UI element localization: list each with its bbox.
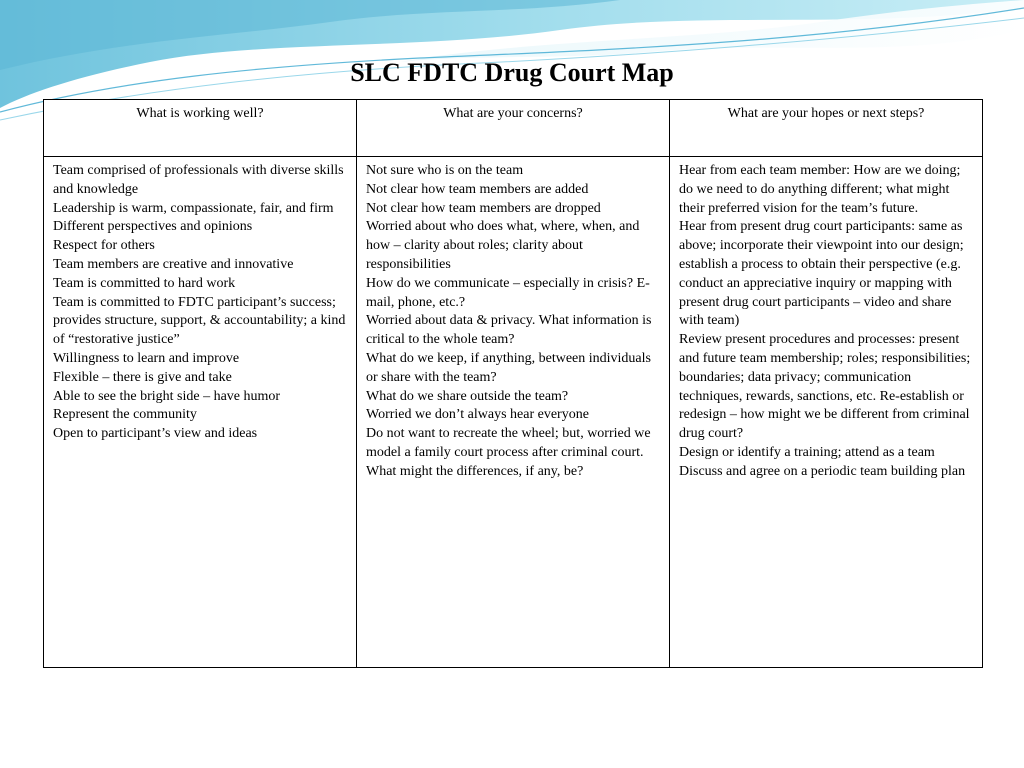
column-header-hopes-next-steps: What are your hopes or next steps?: [670, 100, 983, 157]
content-row: [44, 157, 983, 668]
list-item: Not clear how team members are added: [366, 181, 589, 197]
list-item: Willingness to learn and improve: [53, 350, 240, 366]
list-item: Different perspectives and opinions: [53, 219, 253, 235]
list-item: What do we share outside the team?: [366, 388, 569, 404]
list-item: Represent the community: [53, 407, 197, 423]
list-item: Leadership is warm, compassionate, fair, and firm: [53, 200, 334, 216]
list-item: Team comprised of professionals with diverse skills and knowledge: [53, 163, 344, 197]
list-item: Review present procedures and processes: present and future team membership; roles; responsibilities; boundaries; data privacy; communication techniques, rewards, sanctions, etc. Re-establish or redesign – how might we be different from criminal drug court?: [679, 332, 971, 442]
drug-court-map-table: [43, 99, 983, 668]
hopes-next-steps-cell: [670, 157, 983, 668]
list-item: Not sure who is on the team: [366, 163, 524, 178]
list-item: Hear from present drug court participants: same as above; incorporate their viewpoint into our design; establish a process to obtain their perspective (e.g. conduct an appreciative inquiry or mapping with present drug court participants – video and share with team): [679, 219, 964, 329]
page-title: SLC FDTC Drug Court Map: [350, 58, 674, 87]
list-item: Do not want to recreate the wheel; but, worried we model a family court process after criminal court. What might the differences, if any, be?: [366, 426, 651, 479]
working-well-cell: [44, 157, 357, 668]
list-item: Open to participant’s view and ideas: [53, 426, 258, 442]
list-item: Design or identify a training; attend as a team: [679, 444, 935, 460]
list-item: Discuss and agree on a periodic team building plan: [679, 463, 966, 479]
column-header-concerns: What are your concerns?: [357, 100, 670, 157]
header-row: [44, 100, 983, 157]
list-item: Respect for others: [53, 238, 155, 254]
list-item: Able to see the bright side – have humor: [53, 388, 281, 404]
list-item: Worried about data & privacy. What information is critical to the whole team?: [366, 313, 652, 348]
column-header-working-well: What is working well?: [44, 100, 357, 157]
list-item: Team members are creative and innovative: [53, 256, 294, 272]
list-item: What do we keep, if anything, between individuals or share with the team?: [366, 350, 651, 385]
list-item: Team is committed to hard work: [53, 275, 236, 291]
list-item: Team is committed to FDTC participant’s success; provides structure, support, & accountability; a kind of “restorative justice”: [53, 294, 346, 348]
list-item: How do we communicate – especially in crisis? E-mail, phone, etc.?: [366, 275, 650, 310]
concerns-cell: [357, 157, 670, 668]
list-item: Worried about who does what, where, when, and how – clarity about roles; clarity about responsibilities: [366, 219, 640, 272]
list-item: Worried we don’t always hear everyone: [366, 407, 589, 423]
list-item: Not clear how team members are dropped: [366, 200, 601, 216]
list-item: Flexible – there is give and take: [53, 369, 232, 385]
list-item: Hear from each team member: How are we doing; do we need to do anything different; what might their preferred vision for the team’s future.: [679, 163, 961, 216]
